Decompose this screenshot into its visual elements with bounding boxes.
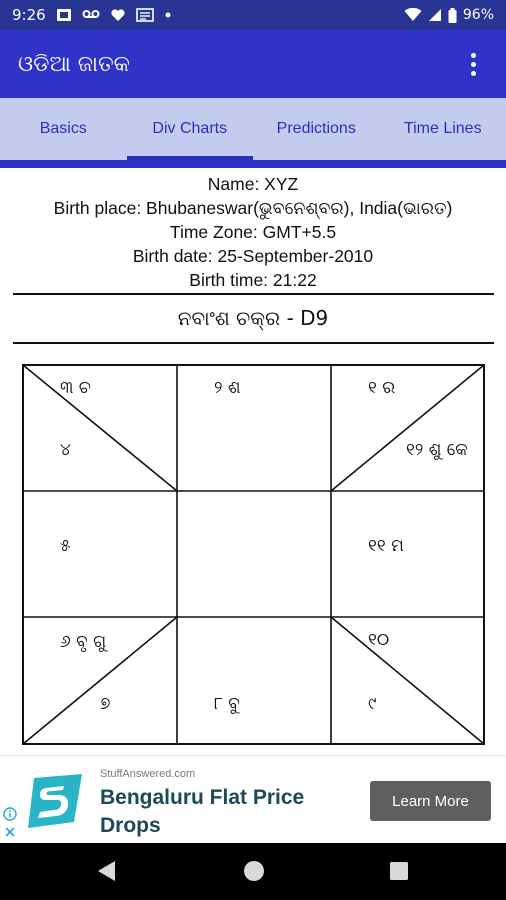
ad-headline[interactable]: Bengaluru Flat Price Drops [100,786,305,837]
ad-banner[interactable] [0,755,506,843]
app-title: ଓଡିଆ ଜାତକ [18,51,130,77]
heart-icon [110,8,126,22]
house-label: ୫ [60,536,71,556]
tab-predictions[interactable]: Predictions [276,120,356,137]
status-bar [0,0,506,30]
tab-div-charts[interactable]: Div Charts [127,98,254,160]
tab-bar-divider [0,160,506,168]
tab-bar [0,98,506,160]
tab-basics[interactable]: Basics [39,120,87,137]
system-nav-bar [0,843,506,900]
signal-icon [428,8,442,22]
home-circle-icon[interactable] [242,859,266,887]
house-label: ୧୦ [368,630,390,650]
house-label: ୧୧ ମ [368,536,404,556]
birth-info [0,172,506,292]
navamsa-chart [22,364,485,745]
battery-icon [448,8,457,23]
house-label: ୧ ର [368,378,396,398]
stuffanswered-logo-icon[interactable] [26,772,84,830]
house-label: ୧୨ ଶୁ କେ [406,440,468,460]
ad-source: StuffAnswered.com [100,768,196,780]
more-vertical-icon[interactable] [458,44,488,84]
info-birth-date: Birth date: 25-September-2010 [132,246,374,266]
chart-title: ନବାଂଶ ଚକ୍ର - D9 [177,306,329,330]
house-label: ୪ [60,440,71,460]
house-label: ୬ ବୃ ଗୁ [60,632,107,652]
wifi-icon [404,8,422,22]
status-time: 9:26 [12,6,46,24]
house-label: ୯ [368,694,377,714]
info-birth-time: Birth time: 21:22 [189,270,317,290]
house-label: ୮ ବୁ [214,694,240,714]
ad-info-icon[interactable] [3,806,17,820]
app-bar [0,30,506,98]
info-time-zone: Time Zone: GMT+5.5 [169,222,337,242]
news-icon [136,8,154,22]
ad-close-icon[interactable] [3,824,17,838]
info-name: Name: XYZ [207,174,299,194]
house-label: ୭ [100,694,111,714]
chart-grid [22,364,485,745]
battery-percent: 96% [462,7,494,23]
divider-top [13,293,494,295]
learn-more-button[interactable]: Learn More [370,781,491,821]
house-label: ୩ ଚ [60,378,91,398]
divider-bottom [13,342,494,344]
recents-square-icon[interactable] [389,861,409,885]
info-birth-place: Birth place: Bhubaneswar(ଭୁବନେଶ୍ବର), India(ଭାରତ) [53,198,453,218]
tab-time-lines[interactable]: Time Lines [403,120,482,137]
house-label: ୨ ଶ [214,378,241,398]
back-triangle-icon[interactable] [95,859,117,887]
voicemail-icon [82,9,100,21]
sim-card-icon [56,8,72,22]
dot-icon [164,11,172,19]
